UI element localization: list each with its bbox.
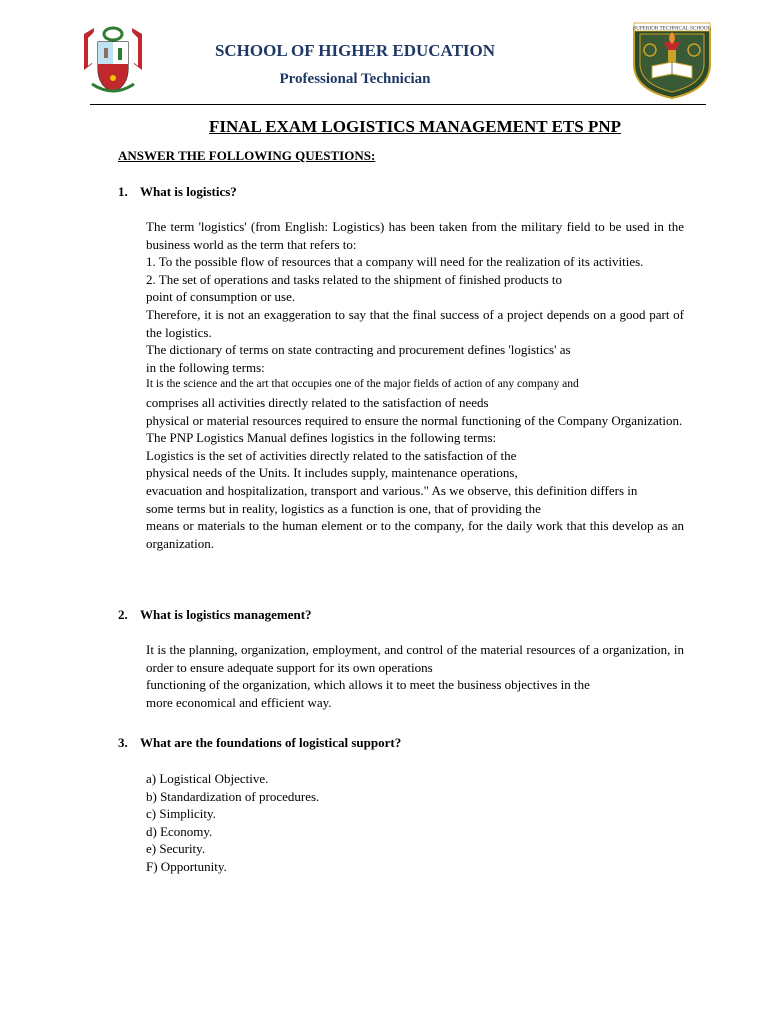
answer-line: functioning of the organization, which allows it to meet the business objectives in the (146, 677, 590, 693)
answer-line: 2. The set of operations and tasks related to the shipment of finished products to (146, 271, 563, 287)
answer-1 (146, 218, 684, 552)
question-number: 2. (118, 607, 128, 622)
shield-banner-text: SUPERIOR TECHNICAL SCHOOL (633, 25, 711, 32)
school-subtitle: Professional Technician (279, 71, 431, 87)
answer-line: The term 'logistics' (from English: Logistics) has been taken from the military field to be used in the business world as the term that refers to: (146, 219, 684, 252)
answer-line: Logistics is the set of activities directly related to the satisfaction of the (146, 447, 517, 463)
answer-line: The dictionary of terms on state contracting and procurement defines 'logistics' as (146, 342, 571, 358)
technical-school-shield-icon (630, 20, 714, 100)
answer-line: in the following terms: (146, 359, 265, 375)
answer-line: means or materials to the human element or to the company, for the daily work that this develop as an organization. (146, 518, 684, 551)
question-3 (118, 735, 401, 751)
question-text: What is logistics? (140, 184, 237, 199)
list-item: F) Opportunity. (146, 858, 227, 874)
answer-line: more economical and efficient way. (146, 694, 332, 710)
exam-title (0, 117, 768, 137)
answer-line: physical or material resources required to ensure the normal functioning of the Company Organization. (146, 412, 683, 428)
answer-line: some terms but in reality, logistics as a function is one, that of providing the (146, 500, 541, 516)
instruction: ANSWER THE FOLLOWING QUESTIONS: (118, 148, 376, 163)
question-2 (118, 607, 312, 623)
answer-line: It is the science and the art that occupies one of the major fields of action of any company and (146, 378, 579, 391)
answer-line: point of consumption or use. (146, 289, 296, 305)
answer-line: 1. To the possible flow of resources that a company will need for the realization of its activities. (146, 254, 644, 270)
answer-line: evacuation and hospitalization, transport and various." As we observe, this definition differs in (146, 482, 638, 498)
header-divider (90, 104, 706, 105)
list-item: e) Security. (146, 841, 206, 857)
school-title: SCHOOL OF HIGHER EDUCATION (214, 41, 496, 60)
answer-line: It is the planning, organization, employment, and control of the material resources of a organization, in order to ensure adequate support for its own operations (146, 642, 684, 675)
list-item: a) Logistical Objective. (146, 771, 269, 786)
answer-line: physical needs of the Units. It includes supply, maintenance operations, (146, 465, 518, 481)
question-text: What are the foundations of logistical support? (140, 735, 402, 750)
question-number: 3. (118, 735, 128, 750)
answer-line: Therefore, it is not an exaggeration to say that the final success of a project depends on a good part of the logistics. (146, 306, 684, 340)
answer-line: comprises all activities directly related to the satisfaction of needs (146, 394, 489, 410)
question-text: What is logistics management? (140, 607, 312, 622)
answer-line: The PNP Logistics Manual defines logistics in the following terms: (146, 430, 497, 446)
answer-2 (146, 641, 684, 711)
question-number: 1. (118, 184, 128, 199)
exam-title-text: FINAL EXAM LOGISTICS MANAGEMENT ETS PNP (209, 117, 621, 136)
list-item: b) Standardization of procedures. (146, 788, 320, 804)
list-item: c) Simplicity. (146, 806, 216, 822)
list-item: d) Economy. (146, 823, 213, 839)
answer-3-list (146, 770, 319, 876)
question-1 (118, 184, 237, 200)
